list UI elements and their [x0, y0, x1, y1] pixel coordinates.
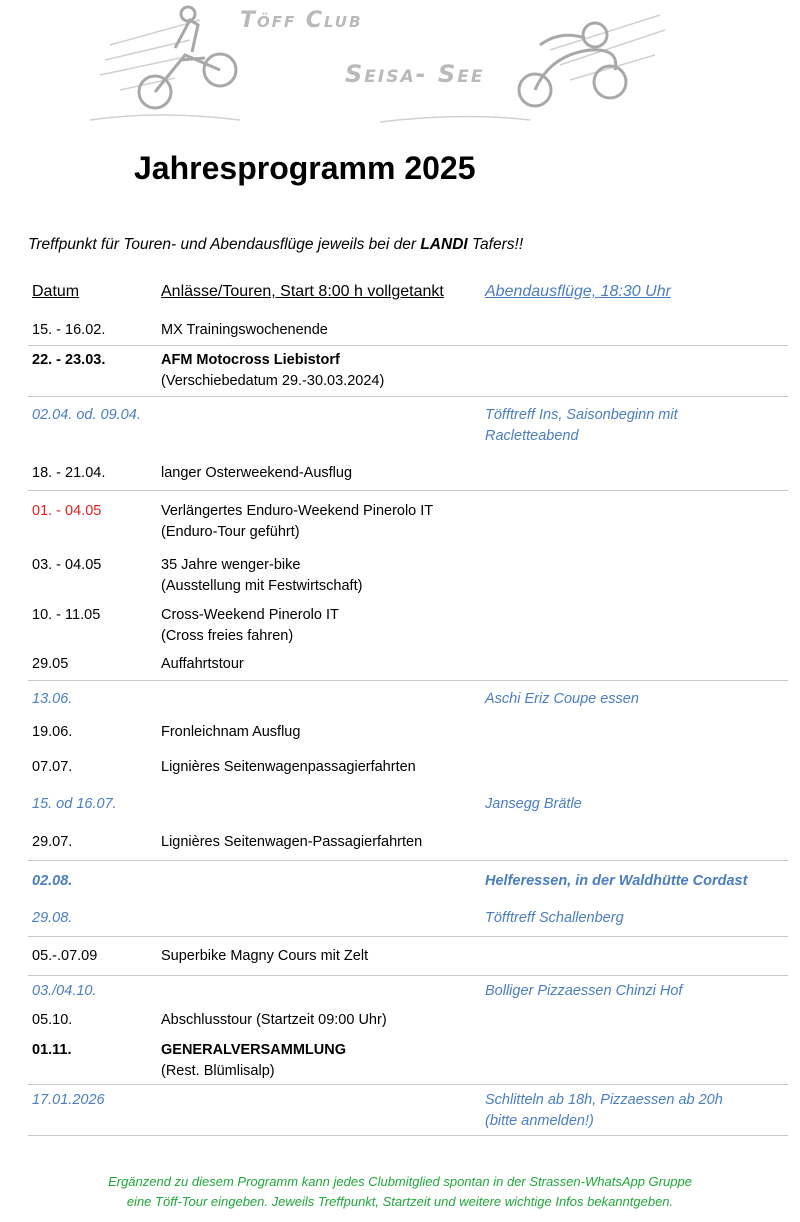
sportbike-rider-icon — [519, 23, 626, 106]
column-header-evening: Abendausflüge, 18:30 Uhr — [485, 283, 671, 300]
club-name-line-2: Seisa- See — [345, 60, 485, 88]
column-header-date: Datum — [32, 283, 80, 300]
club-name-line-1: Töff Club — [240, 8, 363, 33]
meeting-point-note: Treffpunkt für Touren- und Abendausflüge jeweils bei der LANDI Tafers!! — [28, 236, 524, 253]
page-title: Jahresprogramm 2025 — [134, 150, 476, 186]
motocross-rider-icon — [139, 7, 236, 108]
footer-note: Ergänzend zu diesem Programm kann jedes Clubmitglied spontan in der Strassen-WhatsApp Gruppe eine Töff-Tour eingeben. Jeweils Treffpunkt, Startzeit und weitere wichtige Infos bekanntgeben. — [108, 1174, 692, 1209]
column-header-events: Anlässe/Touren, Start 8:00 h vollgetankt — [161, 283, 444, 300]
